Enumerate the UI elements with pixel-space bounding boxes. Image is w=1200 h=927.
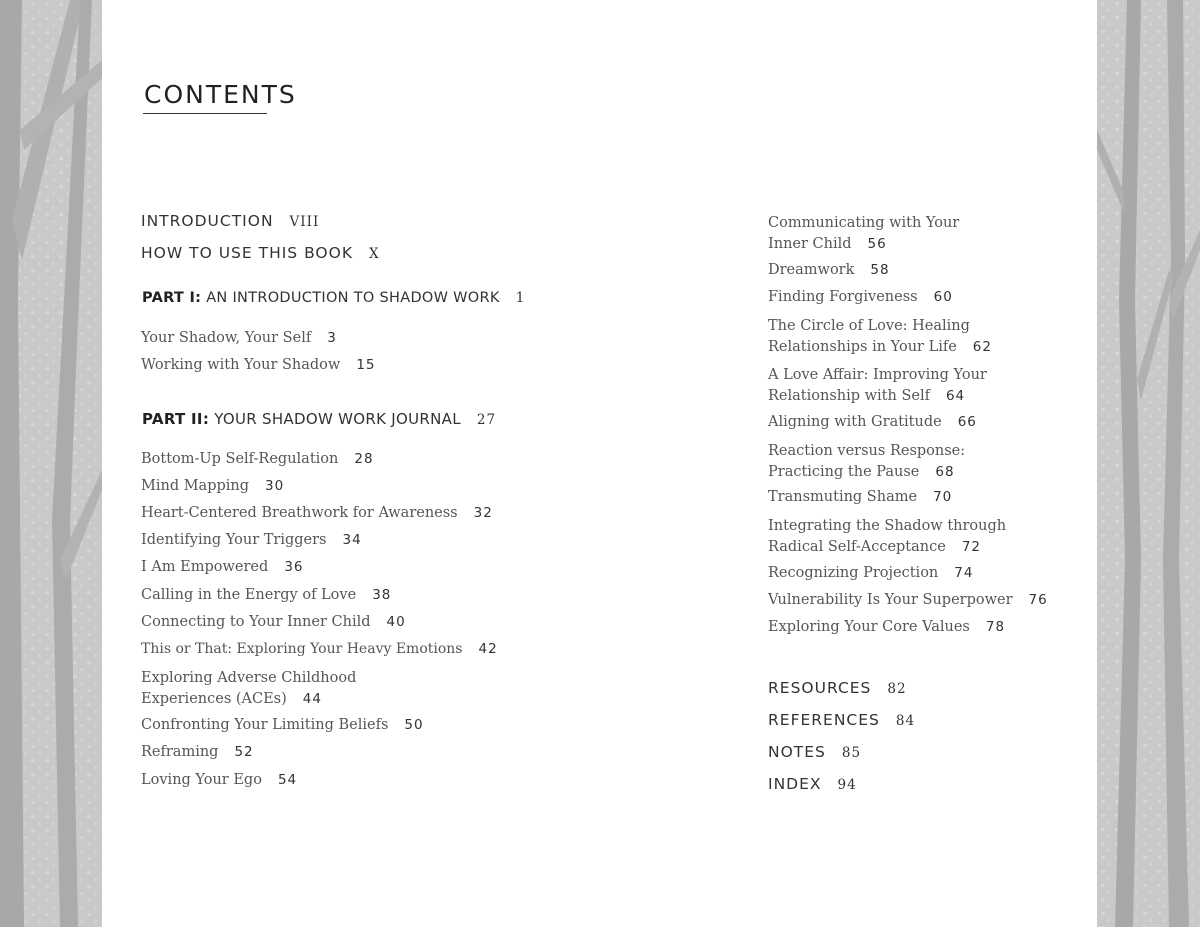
entry-page: 82 [887,681,907,697]
toc-part-2[interactable] [142,410,496,428]
entry-page: 85 [841,745,862,761]
entry-title: Loving Your Ego [141,772,262,788]
entry-title: NOTES [768,743,826,761]
entry-page: 42 [478,641,498,657]
toc-entry[interactable] [768,262,890,278]
entry-page: 94 [837,777,857,793]
toc-entry[interactable] [141,641,498,657]
toc-entry[interactable] [141,532,362,548]
toc-entry[interactable] [768,289,953,305]
toc-entry[interactable] [768,365,987,407]
toc-entry-resources[interactable] [768,679,907,697]
entry-page: 15 [356,357,376,373]
entry-title: INTRODUCTION [141,212,274,230]
entry-page: VIII [289,214,320,230]
entry-title: Aligning with Gratitude [768,414,942,430]
entry-page: 62 [972,339,992,355]
entry-page: 68 [935,464,955,480]
entry-page: 3 [327,330,337,346]
entry-page: 50 [404,717,424,733]
part-title: YOUR SHADOW WORK JOURNAL [214,410,461,428]
toc-entry[interactable] [141,587,391,603]
entry-title-line1: Integrating the Shadow through [768,518,1007,534]
toc-entry[interactable] [141,614,406,630]
entry-title: Transmuting Shame [768,489,918,505]
entry-page: 64 [945,388,966,404]
toc-entry[interactable] [768,516,1006,558]
tree-illustration-left [0,0,102,927]
entry-title-line1: Communicating with Your [768,215,960,231]
toc-entry[interactable] [768,619,1005,635]
entry-title-line2: Inner Child [768,236,852,252]
entry-title: Identifying Your Triggers [141,532,327,548]
entry-title: HOW TO USE THIS BOOK [141,244,353,262]
entry-page: 28 [354,451,374,467]
toc-entry[interactable] [141,478,284,494]
entry-page: 78 [985,619,1006,635]
entry-title: Finding Forgiveness [768,289,918,305]
entry-page: 30 [265,478,285,494]
toc-entry[interactable] [141,744,254,760]
entry-page: 58 [870,262,890,278]
entry-title: RESOURCES [768,679,872,697]
entry-title: Your Shadow, Your Self [141,330,312,346]
toc-entry[interactable] [141,505,493,521]
entry-title-line1: The Circle of Love: Healing [768,318,970,334]
toc-entry[interactable] [141,668,356,710]
entry-title: Working with Your Shadow [141,357,341,373]
toc-entry[interactable] [768,489,952,505]
part-label: PART II: [142,410,210,428]
entry-title: Mind Mapping [141,478,250,494]
entry-page: 74 [954,565,974,581]
entry-title: Heart-Centered Breathwork for Awareness [141,505,458,521]
left-tree-border [0,0,102,927]
toc-entry[interactable] [141,451,374,467]
entry-page: 32 [473,505,493,521]
entry-title-line2: Relationship with Self [768,388,930,404]
title-underline [143,113,267,114]
entry-title: INDEX [768,775,822,793]
entry-title-line2: Experiences (ACEs) [141,691,287,707]
entry-page: 72 [961,539,982,555]
entry-title: Vulnerability Is Your Superpower [768,592,1013,608]
entry-title: Confronting Your Limiting Beliefs [141,717,389,733]
toc-entry-references[interactable] [768,711,915,729]
toc-entry-introduction[interactable] [141,212,319,230]
entry-title-line2: Relationships in Your Life [768,339,957,355]
entry-page: 27 [476,412,497,428]
toc-entry[interactable] [768,316,992,358]
toc-entry[interactable] [141,357,376,373]
entry-page: 56 [867,236,887,252]
tree-illustration-right [1097,0,1200,927]
toc-entry-index[interactable] [768,775,857,793]
toc-entry[interactable] [768,441,965,483]
entry-title: Reframing [141,744,219,760]
toc-entry[interactable] [768,414,977,430]
toc-part-1[interactable] [142,290,525,306]
toc-entry-notes[interactable] [768,743,861,761]
entry-title-line1: Exploring Adverse Childhood [141,670,357,686]
entry-title-line1: Reaction versus Response: [768,443,966,459]
entry-page: 76 [1028,592,1048,608]
toc-entry-how-to-use[interactable] [141,244,380,262]
entry-title: Connecting to Your Inner Child [141,614,371,630]
entry-title-line2: Radical Self-Acceptance [768,539,946,555]
entry-page: 52 [234,744,254,760]
toc-entry[interactable] [141,772,297,788]
entry-title: I Am Empowered [141,559,269,575]
entry-title: Calling in the Energy of Love [141,587,357,603]
toc-entry[interactable] [141,717,424,733]
part-label: PART I: [142,290,202,306]
entry-page: 84 [895,713,916,729]
entry-page: 54 [277,772,298,788]
entry-page: 34 [342,532,362,548]
entry-title: Bottom-Up Self-Regulation [141,451,339,467]
toc-entry[interactable] [768,213,959,255]
entry-page: 66 [957,414,977,430]
right-tree-border [1097,0,1200,927]
entry-page: X [369,246,380,262]
entry-page: 44 [302,691,322,707]
entry-title: Dreamwork [768,262,855,278]
entry-title-line1: A Love Affair: Improving Your [768,367,987,383]
toc-entry[interactable] [768,592,1048,608]
entry-title: This or That: Exploring Your Heavy Emotions [141,641,463,657]
toc-entry[interactable] [141,559,304,575]
page-title: CONTENTS [144,80,297,109]
entry-page: 1 [515,290,526,306]
entry-title: Exploring Your Core Values [768,619,970,635]
entry-page: 38 [372,587,392,603]
entry-page: 70 [933,489,953,505]
entry-title: REFERENCES [768,711,880,729]
entry-title-line2: Practicing the Pause [768,464,920,480]
entry-title: Recognizing Projection [768,565,939,581]
entry-page: 40 [386,614,406,630]
entry-page: 36 [284,559,304,575]
toc-entry[interactable] [141,330,337,346]
toc-entry[interactable] [768,565,973,581]
part-title: AN INTRODUCTION TO SHADOW WORK [206,290,500,306]
entry-page: 60 [933,289,953,305]
